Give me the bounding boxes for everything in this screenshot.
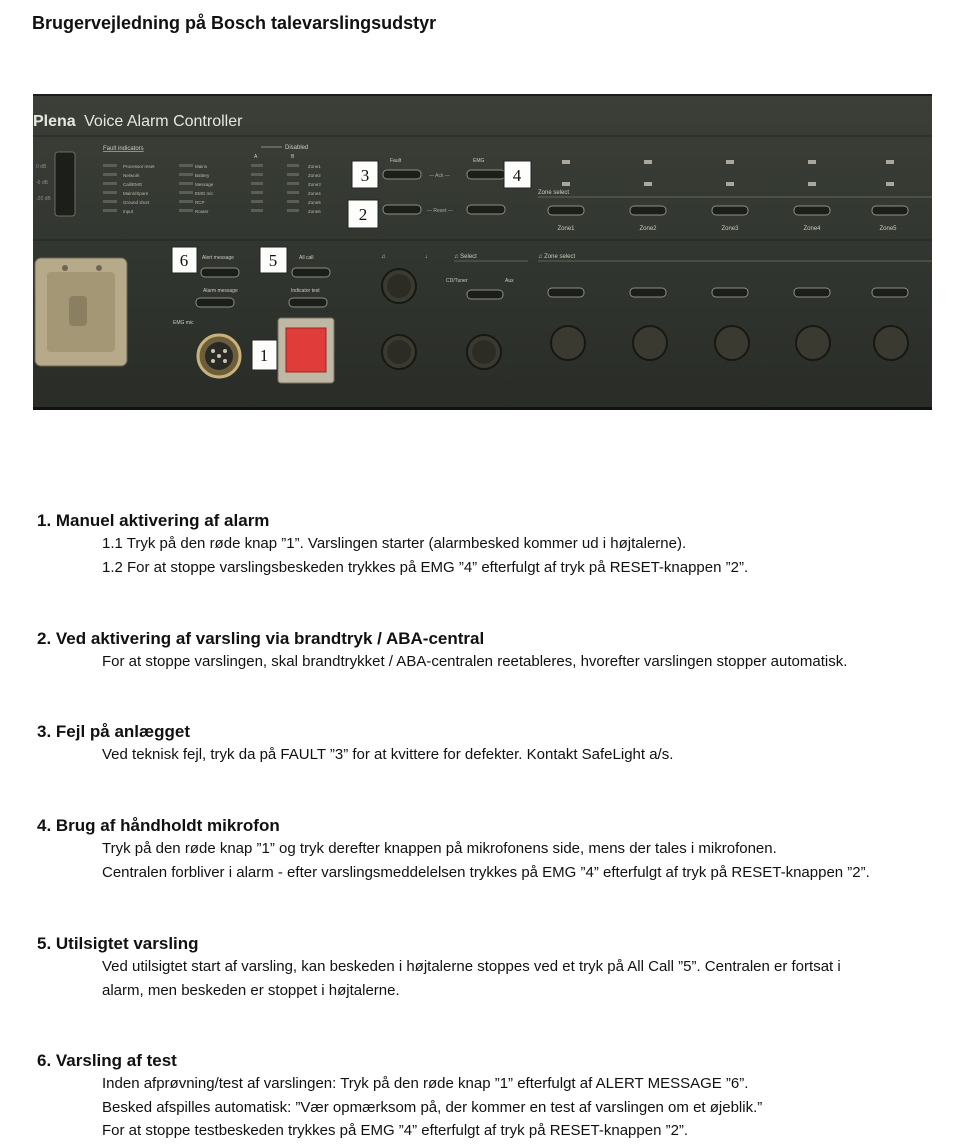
section-line: Tryk på den røde knap ”1” og tryk derefter knappen på mikrofonens side, mens der tales i mikrofonen. [102,840,777,857]
svg-text:2: 2 [358,205,368,224]
db-label: -6 dB [36,180,48,186]
section-line: alarm, men beskeden er stoppet i højtalerne. [102,981,400,999]
source-select-button[interactable] [467,290,503,299]
alarm-message-button[interactable] [196,298,234,307]
disabled-label: Disabled [285,145,309,151]
emg-label: EMG [473,158,485,164]
section-6 [37,1050,937,1143]
fault-item: Ground short [123,200,150,205]
db-label: 0 dB [36,164,47,170]
zone-volume-knob-1[interactable] [551,326,585,360]
section-heading: 4. Brug af håndholdt mikrofon [37,816,280,835]
all-call-button[interactable] [292,268,330,277]
fault-label: Fault [390,158,402,164]
callout-3 [352,161,378,188]
svg-text:3: 3 [360,166,370,185]
panel-brand: Plena Voice Alarm Controller [33,113,243,130]
svg-text:— Reset —: — Reset — [427,208,453,214]
disabled-zone: Zone4 [308,191,321,196]
callout-6 [172,247,197,273]
section-heading: 6. Varsling af test [37,1051,177,1070]
fault-item: Network [123,173,140,178]
section-line: For at stoppe testbeskeden trykkes på EMG ”4” efterfulgt af tryk på RESET-knappen ”2”. [102,1122,689,1139]
zone-volume-knob-4[interactable] [796,326,830,360]
db-label: -20 dB [36,196,51,202]
fault-item: RCP [195,200,205,205]
callout-4 [504,161,531,188]
zone-button-5[interactable] [872,206,908,215]
zone-label: Zone4 [803,226,821,232]
svg-text:♩: ♩ [425,254,431,260]
fault-indicators-label: Fault indicators [103,146,144,152]
fault-item: Processor reset [123,164,155,169]
all-call-label: All call [299,255,314,261]
fault-item: Mains [195,164,208,169]
zone-volume-knob-3[interactable] [715,326,749,360]
select-label: ♫ Select [454,254,477,260]
reset-label: Reset [433,208,447,214]
alert-message-button[interactable] [201,268,239,277]
reset-button-left[interactable] [383,205,421,214]
zone-select-label-2: ♫ Zone select [538,254,576,260]
section-line: Centralen forbliver i alarm - efter varslingsmeddelelsen trykkes på EMG ”4” efterfulgt af tryk på RESET-knappen ”2”. [102,863,870,881]
page-title: Brugervejledning på Bosch talevarslingsudstyr [32,13,437,33]
zone-volume-knob-5[interactable] [874,326,908,360]
section-1 [37,510,937,579]
ack-label: Ack [435,173,444,179]
disabled-zone: Zone1 [308,164,321,169]
svg-text:4: 4 [512,166,522,185]
section-heading: 5. Utilsigtet varsling [37,934,199,953]
zone-select-label: Zone select [538,190,570,196]
fault-item: EMG mic [195,191,214,196]
zone-volume-knob-2[interactable] [633,326,667,360]
fault-item: Mains/Spare [123,191,149,196]
section-line: Ved utilsigtet start af varsling, kan beskeden i højtalerne stoppes ved et tryk på All Call ”5”. Centralen er fortsat i [102,958,841,975]
svg-text:— Ack —: — Ack — [429,173,450,179]
callout-5 [260,247,287,273]
col-a: A [254,154,258,160]
section-5 [37,933,937,1002]
disabled-zone: Zone6 [308,209,321,214]
section-heading: 2. Ved aktivering af varsling via brandtryk / ABA-central [37,629,485,648]
section-line: 1.2 For at stoppe varslingsbeskeden trykkes på EMG ”4” efterfulgt af tryk på RESET-knappen ”2”. [102,558,749,576]
callout-2 [348,200,378,228]
fault-item: Call/EMG [123,182,143,187]
indicator-test-button[interactable] [289,298,327,307]
fault-item: Message [195,182,214,187]
zone-select-button-4[interactable] [794,288,830,297]
disabled-zone: Zone2 [308,173,321,178]
disabled-zone: Zone5 [308,200,321,205]
zone-button-3[interactable] [712,206,748,215]
section-heading: 3. Fejl på anlægget [37,722,191,741]
svg-text:♫: ♫ [381,254,386,260]
reset-button-right[interactable] [467,205,505,214]
fault-item: Battery [195,173,210,178]
emg-mic-label: EMG mic [173,320,194,326]
section-2 [37,628,937,674]
zone-label: Zone2 [639,226,657,232]
alarm-message-label: Alarm message [203,288,238,294]
zone-button-4[interactable] [794,206,830,215]
zone-label: Zone5 [879,226,897,232]
callout-1 [252,340,277,370]
red-alarm-button[interactable] [286,328,326,372]
zone-select-button-5[interactable] [872,288,908,297]
disabled-zone: Zone3 [308,182,321,187]
aux-label: Aux [505,278,514,284]
svg-text:5: 5 [268,251,278,270]
section-heading: 1. Manuel aktivering af alarm [37,511,270,530]
col-b: B [291,154,295,160]
svg-text:1: 1 [259,346,269,365]
fault-button[interactable] [383,170,421,179]
section-line: For at stoppe varslingen, skal brandtrykket / ABA-centralen reetableres, hvorefter varslingen stopper automatisk. [102,653,848,670]
zone-select-button-1[interactable] [548,288,584,297]
section-line: Inden afprøvning/test af varslingen: Tryk på den røde knap ”1” efterfulgt af ALERT MESSAGE ”6”. [102,1075,749,1092]
zone-select-button-2[interactable] [630,288,666,297]
section-3 [37,721,937,767]
section-line: Ved teknisk fejl, tryk da på FAULT ”3” for at kvittere for defekter. Kontakt SafeLight a/s. [102,746,674,763]
fault-item: Router [195,209,209,214]
svg-text:6: 6 [179,251,189,270]
fault-item: Input [123,209,134,214]
zone-label: Zone1 [557,226,575,232]
controller-panel-photo [33,94,932,410]
section-4 [37,815,937,884]
section-line: 1.1 Tryk på den røde knap ”1”. Varslingen starter (alarmbesked kommer ud i højtalerne). [102,535,687,552]
alert-message-label: Alert message [202,255,234,261]
zone-button-1[interactable] [548,206,584,215]
cd-tuner-label: CD/Tuner [446,278,468,284]
zone-label: Zone3 [721,226,739,232]
emg-button[interactable] [467,170,505,179]
section-line: Besked afspilles automatisk: ”Vær opmærksom på, der kommer en test af varslingen om et øjeblik.” [102,1098,763,1116]
indicator-test-label: Indicator test [291,288,320,294]
zone-select-button-3[interactable] [712,288,748,297]
zone-button-2[interactable] [630,206,666,215]
